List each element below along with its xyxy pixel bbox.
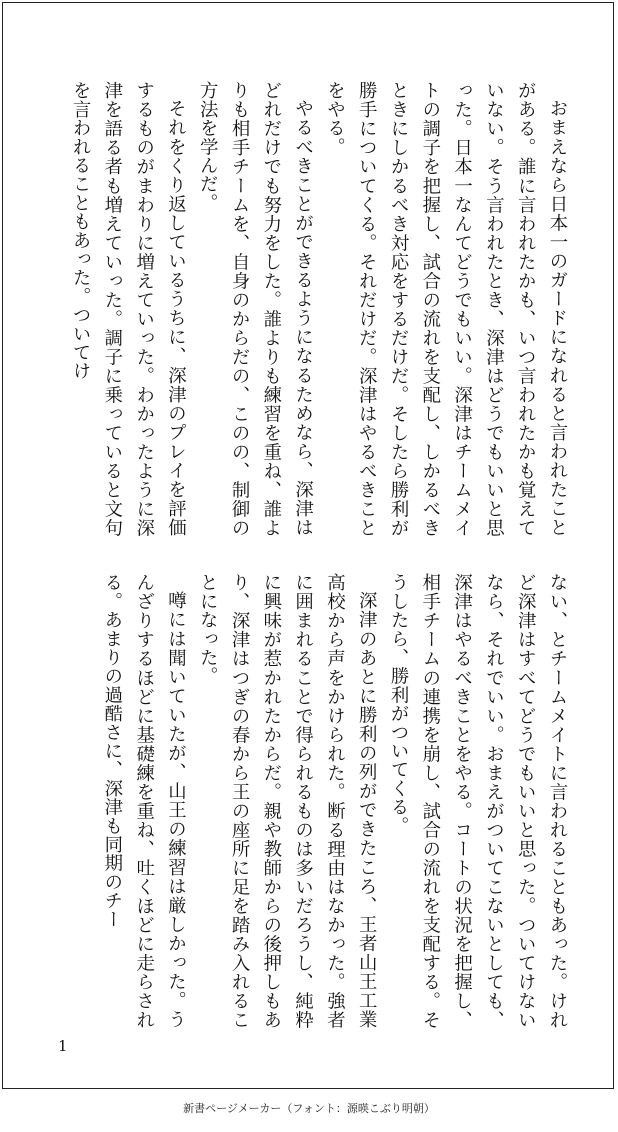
footer-caption: 新書ページメーカー（フォント：源暎こぶり明朝） <box>183 1102 435 1115</box>
paragraph: ない、とチームメイトに言われることもあった。けれど深津はすべてどうでもいいと思った。ついてけないなら、それでいい。おまえがついてこないとしても、深津はやるべきことをやる。コートの状況を把握し、相手チームの連携を崩し、試合の流れを支配する。そうしたら、勝利がついてくる。 <box>388 573 568 1029</box>
paragraph: やるべきことができるようになるためなら、深津はどれだけでも努力をした。誰よりも練習を重ね、誰よりも相手チームを、自身のからだの、このの、制御の方法を学んだ。 <box>197 81 314 537</box>
lower-text-block <box>53 573 573 1029</box>
upper-text-block <box>53 81 573 537</box>
page-frame <box>2 2 614 1089</box>
page-number: 1 <box>58 1037 68 1055</box>
paragraph: おまえなら日本一のガードになれると言われたことがある。誰に言われたかも、いつ言われたかも覚えていない。そう言われたとき、深津はどうでもいいと思った。日本一なんてどうでもいい。深津はチームメイトの調子を把握し、試合の流れを支配し、しかるべきときにしかるべき対応をするだけだ。そしたら勝利が勝手についてくる。それだけだ。深津はやるべきことをやる。 <box>324 81 568 537</box>
paragraph: 深津のあとに勝利の列ができたころ、王者山王工業高校から声をかけられた。断る理由はなかった。強者に囲まれることで得られるものは多いだろうし、純粋に興味が惹かれたからだ。親や教師からの後押しもあり、深津はつぎの春から王の座所に足を踏み入れることになった。 <box>197 573 378 1029</box>
paragraph: 噂には聞いていたが、山王の練習は厳しかった。うんざりするほどに基礎練を重ね、吐くほどに走らされる。あまりの過酷さに、深津も同期のチー <box>101 573 187 1029</box>
paragraph: それをくり返しているうちに、深津のプレイを評価するものがまわりに増えていった。わかったように深津を語る者も増えていった。調子に乗っていると文句を言われることもあった。ついてけ <box>70 81 187 537</box>
